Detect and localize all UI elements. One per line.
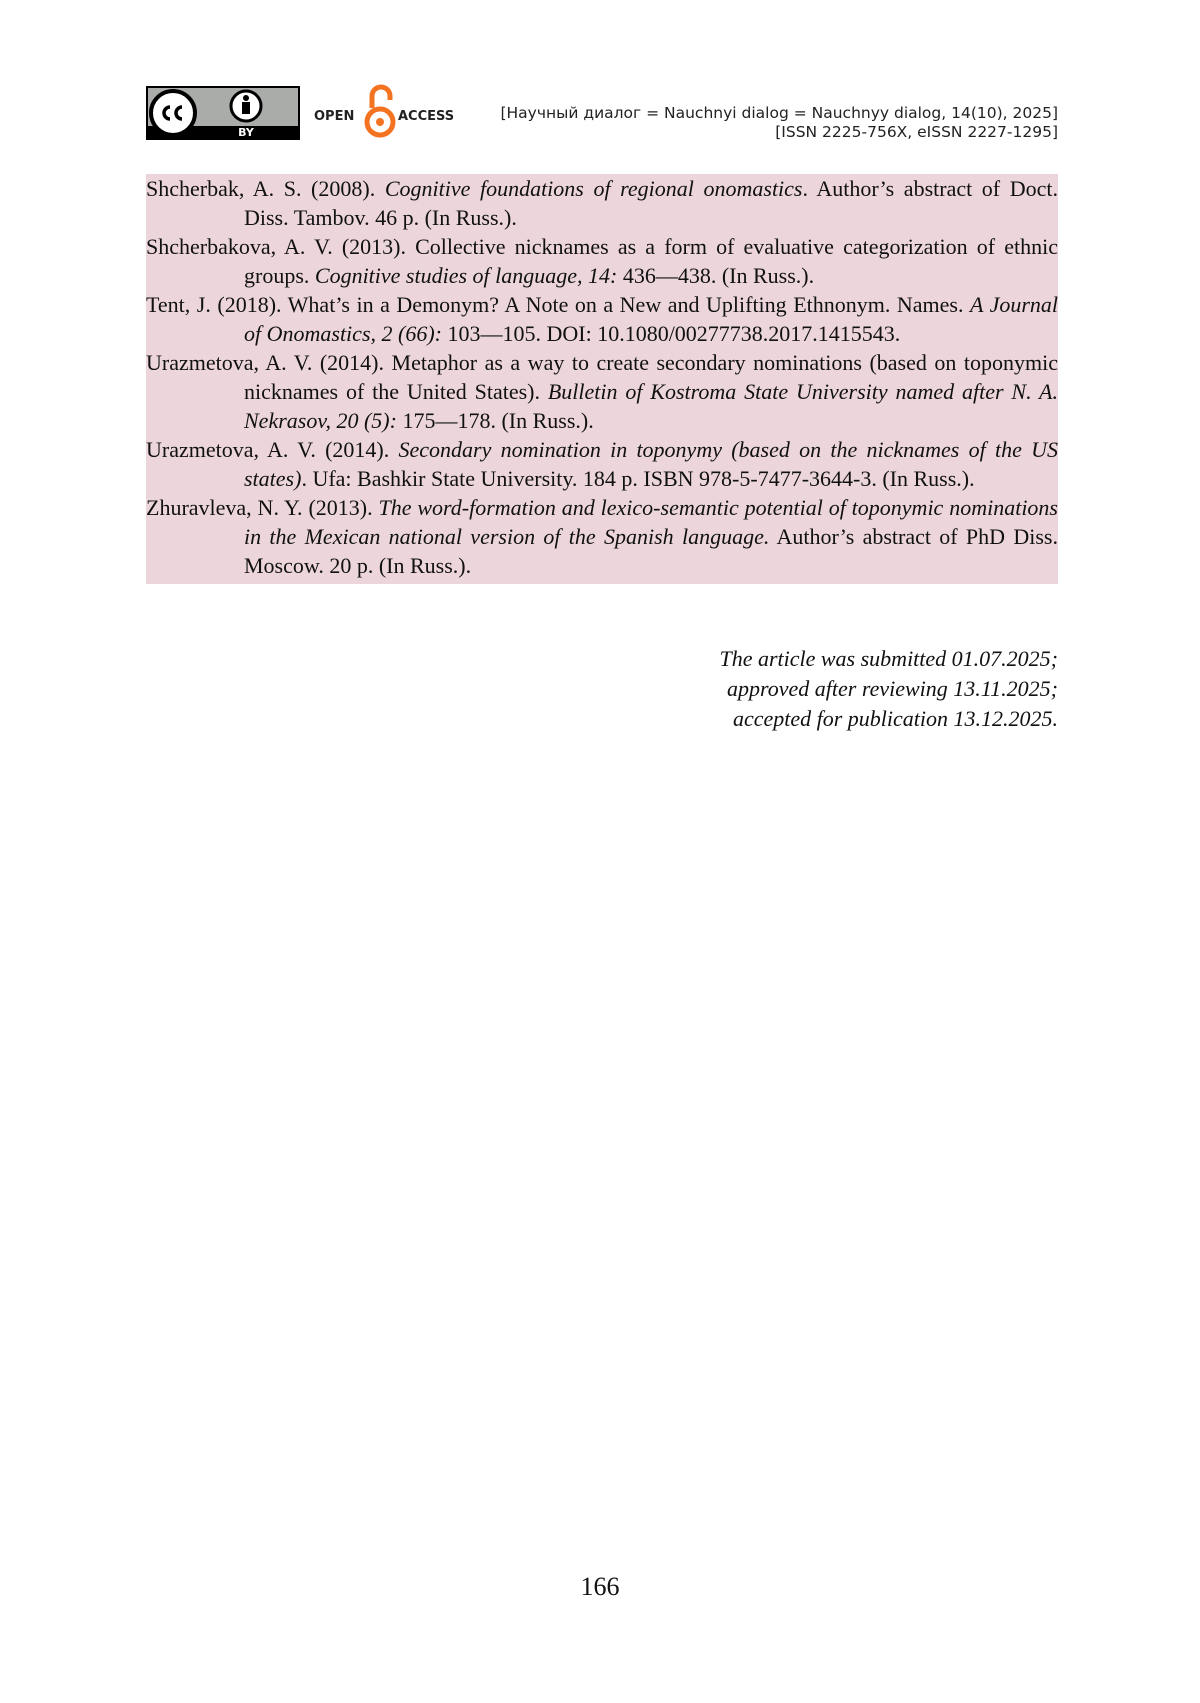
accepted-date: accepted for publication 13.12.2025. [732, 706, 1058, 731]
reference-list [146, 174, 1058, 584]
reference-item: Tent, J. (2018). What’s in a Demonym? A Note on a New and Uplifting Ethnonym. Names. A Journal of Onomastics, 2 (66): 103—105. DOI: 10.1080/00277738.2017.1415543. [146, 292, 1059, 346]
journal-issn: [ISSN 2225-756X, eISSN 2227-1295] [775, 123, 1058, 141]
page-number: 166 [580, 1572, 620, 1601]
submitted-date: The article was submitted 01.07.2025; [719, 646, 1058, 671]
journal-citation: [Научный диалог = Nauchnyi dialog = Nauchnyy dialog, 14(10), 2025] [500, 104, 1058, 122]
approved-date: approved after reviewing 13.11.2025; [727, 676, 1058, 701]
page-header [146, 84, 1058, 144]
reference-item: Shcherbakova, A. V. (2013). Collective nicknames as a form of evaluative categorization of ethnic groups. Cognitive studies of language, 14: 436—438. (In Russ.). [146, 234, 1058, 288]
open-access-left-text: OPEN [314, 109, 355, 124]
open-lock-icon [367, 87, 393, 135]
article-dates [719, 644, 1058, 734]
journal-info [500, 104, 1058, 142]
open-access-logo [314, 84, 464, 140]
license-by-text: BY [238, 126, 254, 139]
reference-item: Urazmetova, A. V. (2014). Secondary nomination in toponymy (based on the nicknames of the US states). Ufa: Bashkir State University. 184 p. ISBN 978-5-7477-3644-3. (In Russ.). [146, 437, 1059, 491]
reference-item: Zhuravleva, N. Y. (2013). The word-formation and lexico-semantic potential of toponymic nominations in the Mexican national version of the Spanish language. Author’s abstract of PhD Diss. Moscow. 20 p. (In Russ.). [146, 495, 1058, 578]
reference-item: Shcherbak, A. S. (2008). Cognitive foundations of regional onomastics. Author’s abstract of Doct. Diss. Tambov. 46 p. (In Russ.). [146, 176, 1058, 230]
reference-item: Urazmetova, A. V. (2014). Metaphor as a way to create secondary nominations (based on toponymic nicknames of the United States). Bulletin of Kostroma State University named after N. A. Nekrasov, 20 (5): 175—178. (In Russ.). [146, 350, 1058, 433]
cc-icon [151, 91, 195, 135]
attribution-icon [231, 91, 261, 121]
cc-by-license-badge [146, 86, 300, 140]
open-access-right-text: ACCESS [398, 109, 455, 124]
